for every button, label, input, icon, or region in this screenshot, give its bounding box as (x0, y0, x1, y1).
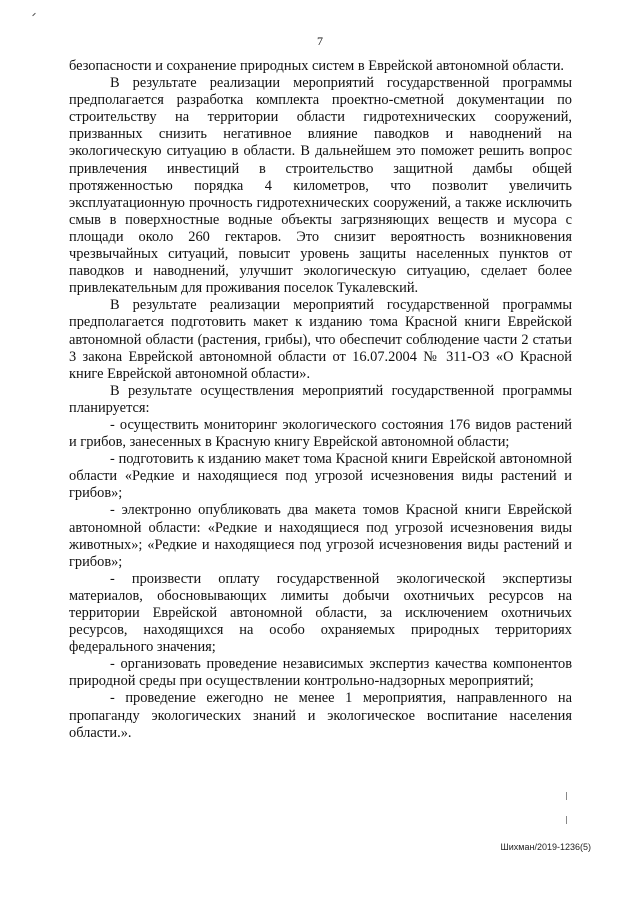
scan-mark (32, 13, 36, 17)
document-body (69, 58, 572, 742)
paragraph-continuation: безопасности и сохранение природных систем в Еврейской автономной области. (69, 58, 565, 74)
footer-document-code: Шихман/2019-1236(5) (500, 842, 591, 852)
page-number: 7 (317, 34, 323, 48)
list-item-expertise-payment: - произвести оплату государственной экологической экспертизы материалов, обосновывающих лимиты добычи охотничьих ресурсов на территории Еврейской автономной области, за исключением охотничьих ресурсов, находящихся на особо охраняемых природных территориях федерального значения; (69, 570, 572, 656)
paragraph-hydro-structures: В результате реализации мероприятий государственной программы предполагается разработка комплекта проектно-сметной документации по строительству на территории области гидротехнических сооружений, призванных снизить негативное влияние паводков и наводнений на экологическую ситуацию в области. В дальнейшем это поможет решить вопрос привлечения инвестиций в строительство защитной дамбы общей протяженностью порядка 4 километров, что позволит увеличить эксплуатационную прочность гидротехнических сооружений, а также исключить смыв в поверхностные водные объекты загрязняющих веществ и мусора с площади около 260 гектаров. Это снизит вероятность возникновения чрезвычайных ситуаций, повысит уровень защиты населенных пунктов от паводков и наводнений, улучшит экологическую ситуацию, сделает более привлекательным для проживания поселок Тукалевский. (69, 75, 572, 297)
paragraph-planned-intro: В результате осуществления мероприятий государственной программы планируется: (69, 382, 572, 416)
scan-edge-mark (566, 816, 567, 824)
list-item-independent-expertise: - организовать проведение независимых экспертиз качества компонентов природной среды при осуществлении контрольно-надзорных мероприятий; (69, 656, 572, 690)
paragraph-red-book: В результате реализации мероприятий государственной программы предполагается подготовить макет к изданию тома Красной книги Еврейской автономной области (растения, грибы), что обеспечит соблюдение части 2 статьи 3 закона Еврейской автономной области от 16.07.2004 № 311-ОЗ «О Красной книге Еврейской автономной области». (69, 297, 572, 382)
list-item-ecological-events: - проведение ежегодно не менее 1 мероприятия, направленного на пропаганду экологических знаний и экологическое воспитание населения области.». (69, 690, 572, 741)
list-item-electronic-publication: - электронно опубликовать два макета томов Красной книги Еврейской автономной области: «Редкие и находящиеся под угрозой исчезновения виды животных»; «Редкие и находящиеся под угрозой исчезновения виды растений и грибов»; (69, 502, 572, 570)
scan-edge-mark (566, 792, 567, 800)
list-item-prepare-edition: - подготовить к изданию макет тома Красной книги Еврейской автономной области «Редкие и находящиеся под угрозой исчезновения виды растений и грибов»; (69, 451, 572, 502)
list-item-monitoring: - осуществить мониторинг экологического состояния 176 видов растений и грибов, занесенных в Красную книгу Еврейской автономной области; (69, 416, 572, 451)
